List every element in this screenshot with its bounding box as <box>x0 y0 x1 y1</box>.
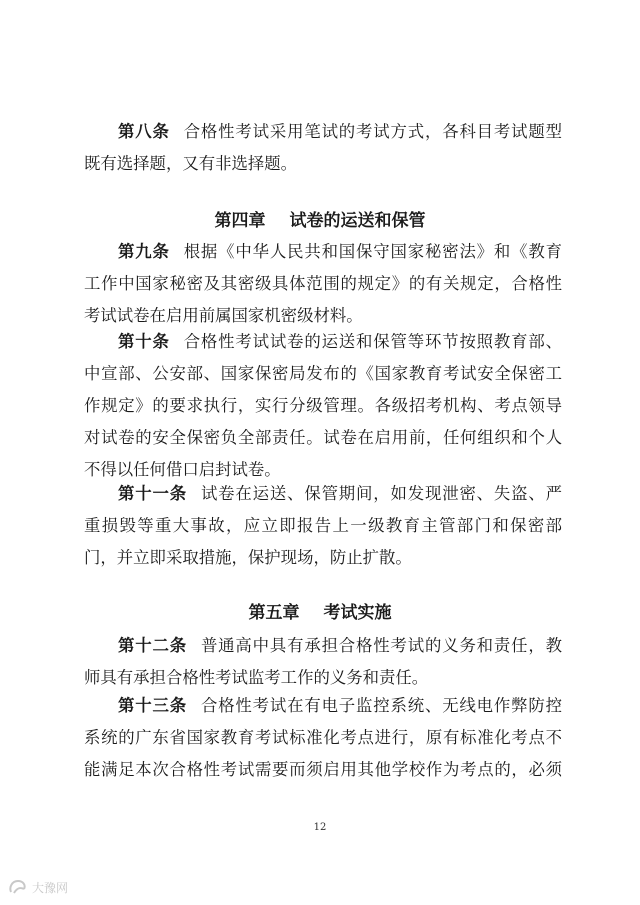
article-13 <box>84 690 562 786</box>
watermark-logo-icon <box>8 878 28 896</box>
article-11 <box>84 478 562 574</box>
chapter-4-number: 第四章 <box>214 211 266 231</box>
article-11-line-1: 第十一条 试卷在运送、保管期间，如发现泄密、失盗、严 <box>118 484 562 503</box>
article-10-line-4: 对试卷的安全保密负全部责任。试卷在启用前，任何组织和个人 <box>84 428 562 447</box>
article-12 <box>84 630 562 694</box>
chapter-5-heading <box>0 598 640 628</box>
article-12-label: 第十二条 <box>118 636 187 655</box>
article-10-label: 第十条 <box>118 332 170 351</box>
article-12-line-1: 第十二条 普通高中具有承担合格性考试的义务和责任，教 <box>118 636 562 655</box>
chapter-4-heading <box>0 206 640 236</box>
article-9-line-2: 工作中国家秘密及其密级具体范围的规定》的有关规定，合格性 <box>84 274 562 293</box>
article-9-line-3: 考试试卷在启用前属国家机密级材料。 <box>84 306 363 325</box>
article-11-line-3: 门，并立即采取措施，保护现场，防止扩散。 <box>84 548 412 567</box>
article-10 <box>84 326 562 486</box>
article-10-line-3: 作规定》的要求执行，实行分级管理。各级招考机构、考点领导 <box>84 396 562 415</box>
chapter-4-title: 试卷的运送和保管 <box>289 211 426 231</box>
article-10-line-5: 不得以任何借口启封试卷。 <box>84 460 281 479</box>
article-9 <box>84 236 562 332</box>
watermark-text: 大豫网 <box>32 880 69 895</box>
chapter-5-number: 第五章 <box>248 603 300 623</box>
chapter-5-title: 考试实施 <box>323 603 392 623</box>
article-12-line-2: 师具有承担合格性考试监考工作的义务和责任。 <box>84 668 429 687</box>
article-10-line-1: 第十条 合格性考试试卷的运送和保管等环节按照教育部、 <box>118 332 562 351</box>
article-13-line-1: 第十三条 合格性考试在有电子监控系统、无线电作弊防控 <box>118 696 562 715</box>
page-number: 12 <box>313 822 327 833</box>
article-11-line-2: 重损毁等重大事故，应立即报告上一级教育主管部门和保密部 <box>84 516 562 535</box>
article-9-label: 第九条 <box>118 242 170 261</box>
article-8-label: 第八条 <box>118 122 170 141</box>
article-13-line-2: 系统的广东省国家教育考试标准化考点进行，原有标准化考点不 <box>84 728 562 747</box>
article-13-line-3: 能满足本次合格性考试需要而须启用其他学校作为考点的，必须 <box>84 760 562 779</box>
article-10-line-2: 中宣部、公安部、国家保密局发布的《国家教育考试安全保密工 <box>84 364 562 383</box>
article-8-line-1: 第八条 合格性考试采用笔试的考试方式，各科目考试题型 <box>118 122 562 141</box>
article-13-label: 第十三条 <box>118 696 187 715</box>
watermark <box>8 876 68 898</box>
article-8 <box>84 116 562 180</box>
article-8-line-2: 既有选择题，又有非选择题。 <box>84 154 298 173</box>
article-11-label: 第十一条 <box>118 484 187 503</box>
article-9-line-1: 第九条 根据《中华人民共和国保守国家秘密法》和《教育 <box>118 242 562 261</box>
